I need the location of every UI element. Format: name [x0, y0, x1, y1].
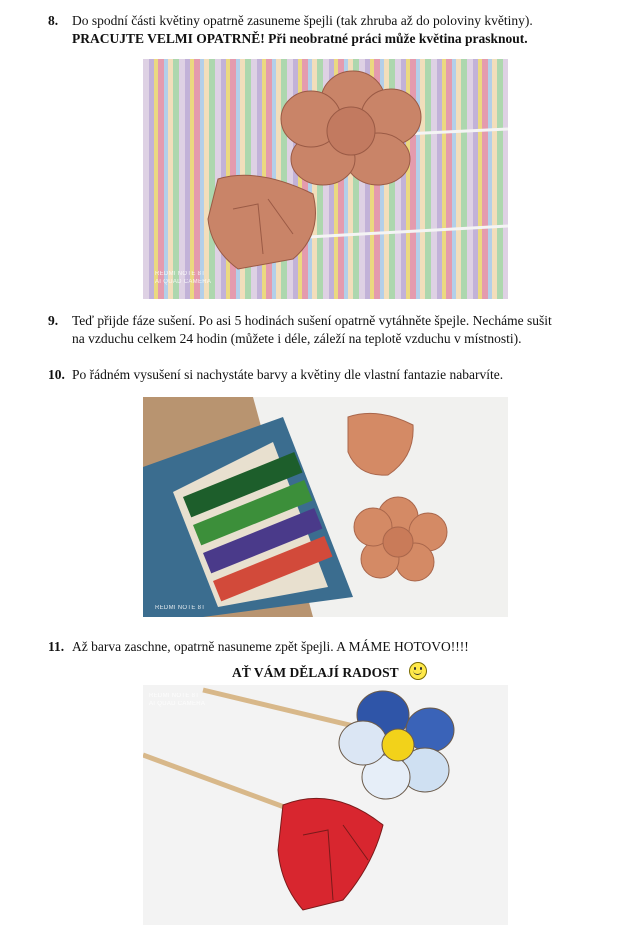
closing-text: AŤ VÁM DĚLAJÍ RADOST [232, 665, 399, 680]
step-8 [48, 12, 608, 48]
closing-message [232, 662, 427, 681]
step-number: 10. [48, 367, 65, 382]
step-11 [48, 638, 608, 656]
photo-paints-and-clay [143, 397, 508, 617]
step-number: 8. [48, 13, 59, 28]
camera-watermark: AI QUAD CAMERA [155, 279, 212, 285]
acrylic-paints-image [143, 397, 508, 617]
step-text: Do spodní části květiny opatrně zasuneme špejli (tak zhruba až do poloviny květiny). [72, 13, 533, 28]
smiley-icon [409, 662, 427, 680]
step-10 [48, 366, 608, 384]
step-warning: PRACUJTE VELMI OPATRNĚ! Při neobratné práci může květina prasknout. [72, 31, 528, 46]
photo-clay-on-cloth [143, 59, 508, 299]
clay-flowers-image [143, 59, 508, 299]
camera-watermark: REDMI NOTE 8T [155, 271, 206, 277]
step-text: Po řádném vysušení si nachystáte barvy a květiny dle vlastní fantazie nabarvíte. [72, 367, 504, 382]
painted-flowers-image [143, 685, 508, 925]
step-number: 11. [48, 639, 65, 654]
step-9 [48, 312, 608, 348]
camera-watermark: REDMI NOTE 8T [155, 605, 206, 611]
step-text: Teď přijde fáze sušení. Po asi 5 hodinách sušení opatrně vytáhněte špejle. Necháme sušit [72, 313, 552, 328]
camera-watermark: REDMI NOTE 8T [149, 693, 200, 699]
photo-painted-flowers [143, 685, 508, 925]
camera-watermark: AI QUAD CAMERA [149, 701, 206, 707]
step-text: Až barva zaschne, opatrně nasuneme zpět špejli. A MÁME HOTOVO!!!! [72, 639, 469, 654]
step-text-continued: na vzduchu celkem 24 hodin (můžete i déle, záleží na teplotě vzduchu v místnosti). [72, 331, 522, 346]
step-number: 9. [48, 313, 59, 328]
